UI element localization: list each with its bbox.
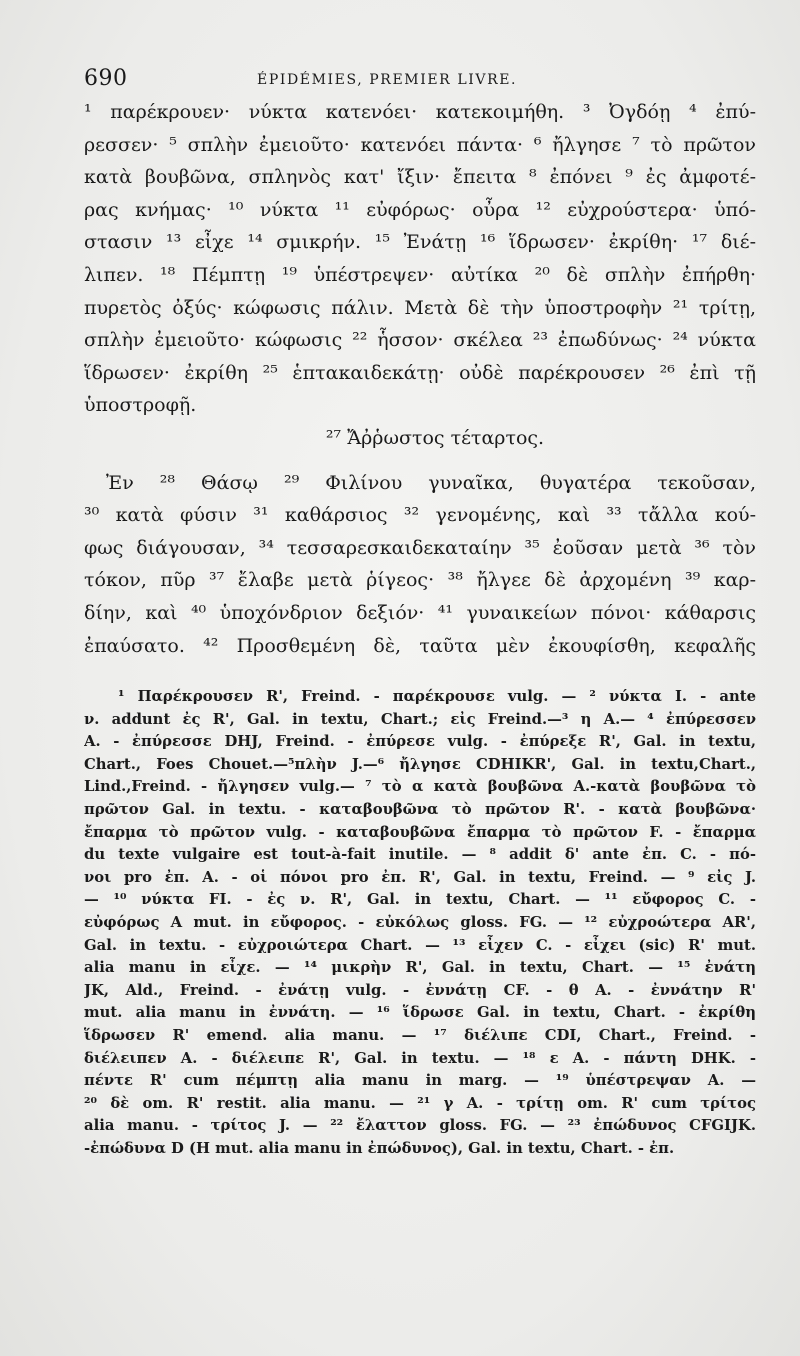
text-line: ³⁰ κατὰ φύσιν ³¹ καθάρσιος ³² γενομένης, καὶ ³³ τἄλλα κού- [84, 504, 756, 527]
text-line: σπλὴν ἐμειοῦτο· κώφωσις ²² ἧσσον· σκέλεα ²³ ἐπωδύνως· ²⁴ νύκτα [84, 329, 756, 352]
footnote-line: πρῶτον Gal. in textu. - καταβουβῶνα τὸ πρῶτον R'. - κατὰ βουβῶνα· [84, 800, 756, 818]
text-line: ¹ παρέκρουεν· νύκτα κατενόει· κατεκοιμήθη. ³ Ὀγδόῃ ⁴ ἐπύ- [84, 101, 756, 123]
footnote-line: εὐφόρως A mut. in εὔφορος. - εὐκόλως gloss. FG. — ¹² εὐχροώτερα AR', [84, 913, 756, 931]
footnote-line: A. - ἐπύρεσσε DHJ, Freind. - ἐπύρεσε vulg. - ἐπύρεξε R', Gal. in textu, [84, 733, 756, 751]
text-line: ἐπαύσατο. ⁴² Προσθεμένη δὲ, ταῦτα μὲν ἐκουφίσθη, κεφαλῆς [84, 634, 756, 657]
text-line: πυρετὸς ὀξύς· κώφωσις πάλιν. Μετὰ δὲ τὴν ὑποστροφὴν ²¹ τρίτῃ, [84, 296, 756, 319]
footnote-line: mut. alia manu in ἐννάτη. — ¹⁶ ἵδρωσε Gal. in textu, Chart. - ἐκρίθη [84, 1004, 756, 1022]
text-line: τόκον, πῦρ ³⁷ ἔλαβε μετὰ ῥίγεος· ³⁸ ἤλγεε δὲ ἀρχομένη ³⁹ καρ- [84, 569, 756, 592]
footnote-line: du texte vulgaire est tout-à-fait inutile. — ⁸ addit δ' ante ἐπ. C. - πό- [84, 846, 756, 864]
footnote-line: διέλειπεν A. - διέλειπε R', Gal. in textu. — ¹⁸ ε A. - πάντη DHK. - [84, 1049, 756, 1067]
page-number: 690 [84, 66, 128, 91]
footnote-line: — ¹⁰ νύκτα FI. - ἐς ν. R', Gal. in textu, Chart. — ¹¹ εὔφορος C. - [84, 891, 756, 909]
text-line: ρεσσεν· ⁵ σπλὴν ἐμειοῦτο· κατενόει πάντα· ⁶ ἤλγησε ⁷ τὸ πρῶτον [84, 133, 756, 156]
text-line: κατὰ βουβῶνα, σπληνὸς κατ' ἴξιν· ἔπειτα ⁸ ἐπόνει ⁹ ἐς ἀμφοτέ- [84, 166, 756, 189]
footnotes [84, 686, 756, 1160]
footnote-line: alia manu. - τρίτος J. — ²² ἔλαττον gloss. FG. — ²³ ἐπώδυνος CFGIJK. [84, 1117, 756, 1135]
footnote-line: νοι pro ἐπ. A. - οἱ πόνοι pro ἐπ. R', Gal. in textu, Freind. — ⁹ εἰς J. [84, 868, 756, 886]
running-title: ÉPIDÉMIES, PREMIER LIVRE. [257, 72, 518, 88]
text-line: λιπεν. ¹⁸ Πέμπτῃ ¹⁹ ὑπέστρεψεν· αὐτίκα ²⁰ δὲ σπλὴν ἐπήρθη· [84, 263, 756, 286]
footnote-line: -ἐπώδυνα D (H mut. alia manu in ἐπώδυνος), Gal. in textu, Chart. - ἐπ. [84, 1139, 675, 1157]
page-header [84, 66, 764, 96]
text-line: Ἐν ²⁸ Θάσῳ ²⁹ Φιλίνου γυναῖκα, θυγατέρα τεκοῦσαν, [106, 471, 756, 494]
footnote-line: πέντε R' cum πέμπτῃ alia manu in marg. — ¹⁹ ὑπέστρεψαν A. — [84, 1072, 756, 1090]
footnote-line: ἔπαρμα τὸ πρῶτον vulg. - καταβουβῶνα ἔπαρμα τὸ πρῶτον F. - ἔπαρμα [84, 823, 756, 841]
footnote-line: ν. addunt ἐς R', Gal. in textu, Chart.; εἰς Freind.—³ η A.— ⁴ ἐπύρεσσεν [84, 710, 756, 728]
text-line: δίην, καὶ ⁴⁰ ὑποχόνδριον δεξιόν· ⁴¹ γυναικείων πόνοι· κάθαρσις [84, 601, 756, 624]
footnote-line: Gal. in textu. - εὐχροιώτερα Chart. — ¹³ εἶχεν C. - εἶχει (sic) R' mut. [84, 936, 756, 954]
text-line: ὑποστροφῇ. [84, 394, 197, 417]
text-line: φως διάγουσαν, ³⁴ τεσσαρεσκαιδεκαταίην ³⁵ ἐοῦσαν μετὰ ³⁶ τὸν [84, 536, 756, 559]
section-heading: ²⁷ Ἄῤῥωστος τέταρτος. [325, 426, 545, 449]
footnote-line: Chart., Foes Chouet.—⁵πλὴν J.—⁶ ἤλγησε CDHIKR', Gal. in textu,Chart., [84, 755, 756, 773]
footnote-line: JK, Ald., Freind. - ἐνάτῃ vulg. - ἐννάτῃ CF. - θ A. - ἐννάτην R' [84, 981, 756, 999]
footnote-line: alia manu in εἶχε. — ¹⁴ μικρὴν R', Gal. in textu, Chart. — ¹⁵ ἐνάτη [84, 959, 756, 977]
footnote-line: Lind.,Freind. - ἤλγησεν vulg.— ⁷ τὸ α κατὰ βουβῶνα A.-κατὰ βουβῶνα τὸ [84, 778, 756, 796]
text-line: ρας κνήμας· ¹⁰ νύκτα ¹¹ εὐφόρως· οὖρα ¹² εὐχρούστερα· ὑπό- [84, 198, 756, 221]
text-line: ἵδρωσεν· ἐκρίθη ²⁵ ἑπτακαιδεκάτῃ· οὐδὲ παρέκρουσεν ²⁶ ἐπὶ τῇ [84, 361, 756, 384]
main-text [84, 96, 756, 662]
footnote-line: ¹ Παρέκρουσεν R', Freind. - παρέκρουσε vulg. — ² νύκτα I. - ante [118, 688, 756, 705]
spacer [84, 455, 756, 467]
footnote-line: ²⁰ δὲ om. R' restit. alia manu. — ²¹ γ A. - τρίτῃ om. R' cum τρίτος [84, 1094, 756, 1112]
text-line: στασιν ¹³ εἶχε ¹⁴ σμικρήν. ¹⁵ Ἐνάτῃ ¹⁶ ἵδρωσεν· ἐκρίθη· ¹⁷ διέ- [84, 231, 756, 254]
footnote-line: ἵδρωσεν R' emend. alia manu. — ¹⁷ διέλιπε CDI, Chart., Freind. - [84, 1026, 756, 1044]
